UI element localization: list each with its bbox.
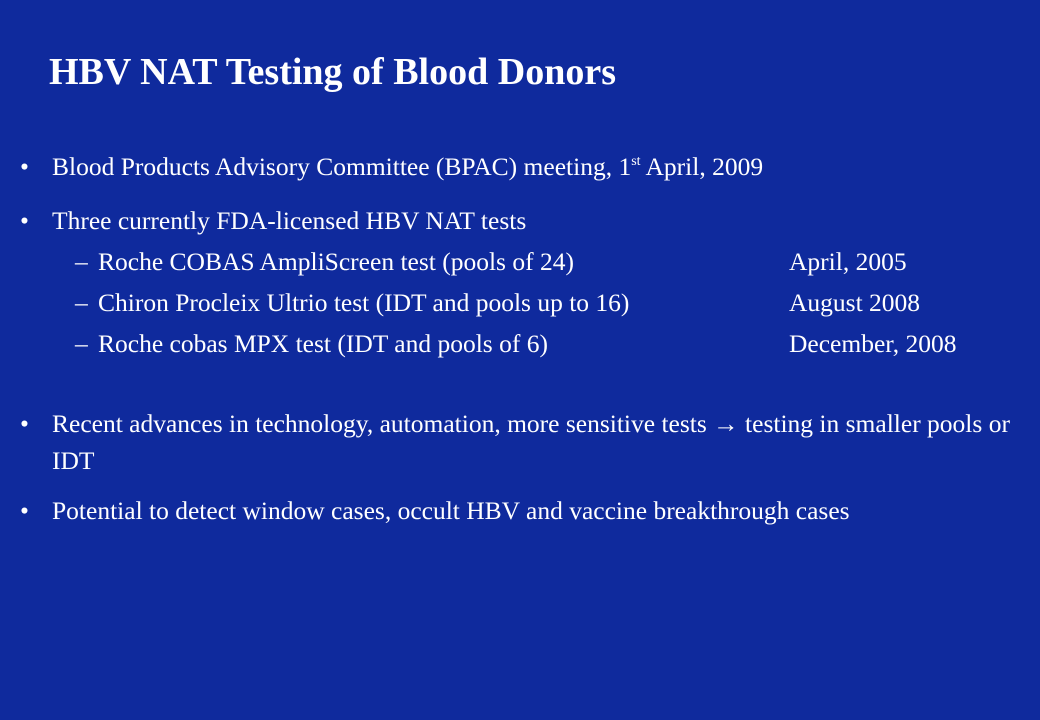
slide-title: HBV NAT Testing of Blood Donors <box>49 51 616 93</box>
dash-marker: – <box>75 329 88 358</box>
bullet-item-licensed-tests <box>20 200 1020 241</box>
approval-date: April, 2005 <box>789 247 907 276</box>
bullet-text-main: Blood Products Advisory Committee (BPAC) meeting, 1 <box>52 152 632 181</box>
approval-date: August 2008 <box>789 288 921 317</box>
bullet-marker: • <box>20 206 29 235</box>
bullet-text: Three currently FDA-licensed HBV NAT tests <box>52 206 527 235</box>
ordinal-suffix: st <box>631 154 641 169</box>
approval-date: December, 2008 <box>789 329 957 358</box>
bullet-marker: • <box>20 152 29 181</box>
spacer <box>20 479 1020 492</box>
sub-item-roche-cobas-mpx <box>20 323 1020 364</box>
spacer <box>20 364 1020 405</box>
bullet-marker: • <box>20 496 29 525</box>
spacer <box>20 187 1020 200</box>
bullet-text: Recent advances in technology, automation, more sensitive tests → testing in smaller pools or IDT <box>52 409 1010 475</box>
dash-marker: – <box>75 247 88 276</box>
bullet-item-potential-detection <box>20 492 1020 529</box>
bullet-marker: • <box>20 409 29 438</box>
bullet-item-recent-advances <box>20 405 1020 479</box>
test-name: Roche COBAS AmpliScreen test (pools of 24) <box>98 247 574 276</box>
test-name: Roche cobas MPX test (IDT and pools of 6) <box>98 329 548 358</box>
slide-content <box>20 146 1020 529</box>
bullet-item-bpac-meeting <box>20 146 1020 187</box>
bullet-text-date: April, 2009 <box>640 152 764 181</box>
bullet-text <box>52 152 763 181</box>
sub-item-chiron-procleix-ultrio <box>20 282 1020 323</box>
bullet-text: Potential to detect window cases, occult HBV and vaccine breakthrough cases <box>52 496 850 525</box>
test-name: Chiron Procleix Ultrio test (IDT and pools up to 16) <box>98 288 630 317</box>
sub-item-roche-cobas-ampliscreen <box>20 241 1020 282</box>
dash-marker: – <box>75 288 88 317</box>
